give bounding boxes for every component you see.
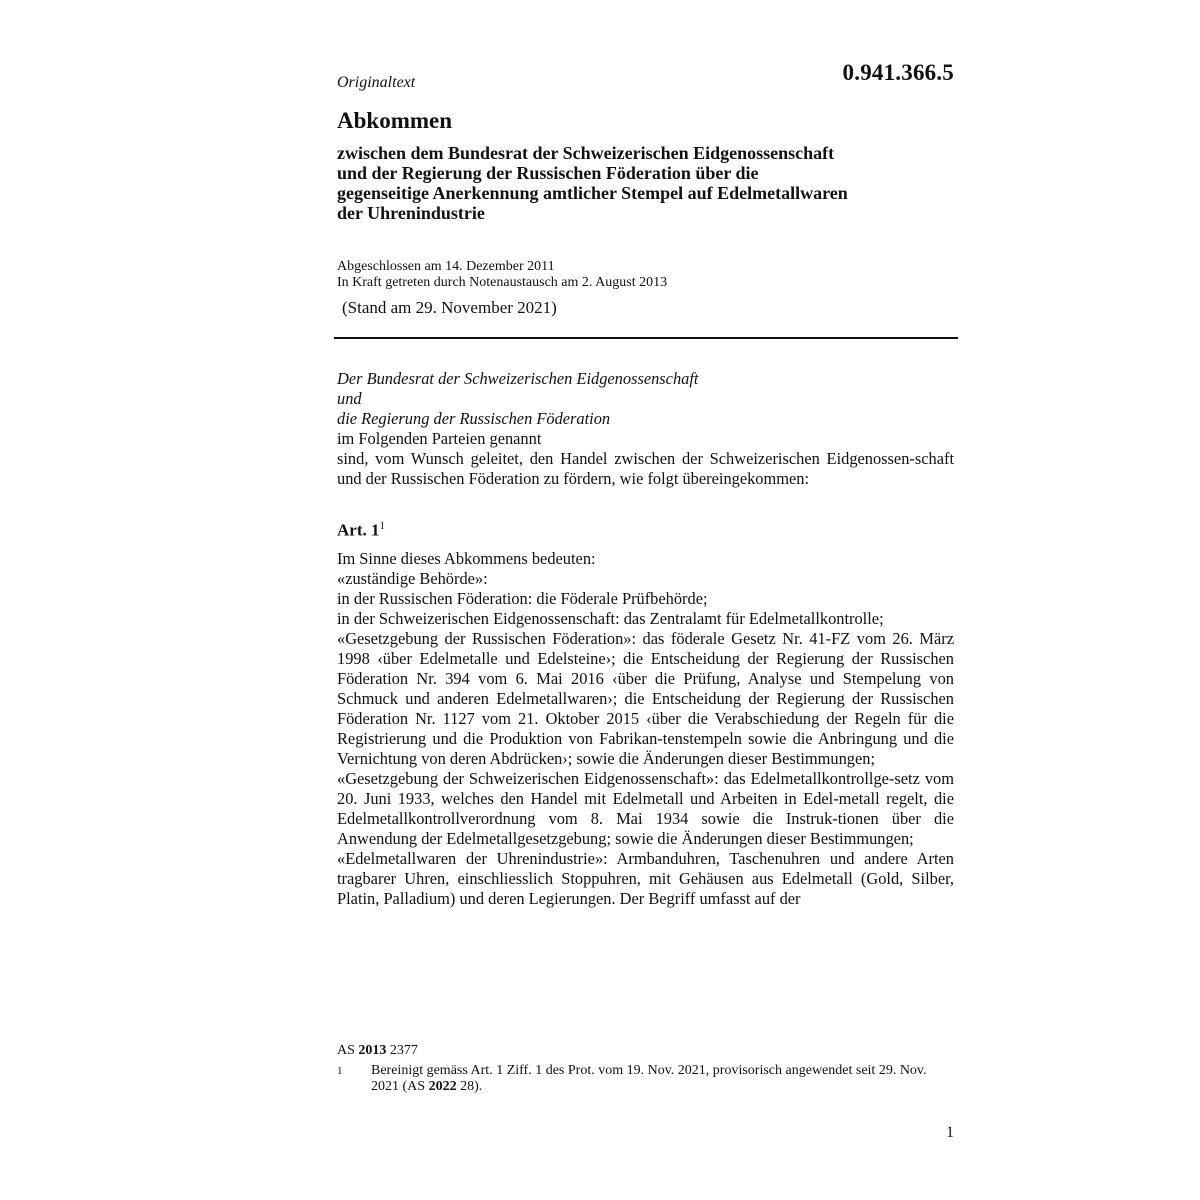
official-collection-reference [337,1043,957,1059]
article-1-heading-text: Art. 1 [337,520,380,540]
article-paragraph: «Edelmetallwaren der Uhrenindustrie»: Armbanduhren, Taschenuhren und andere Arten tragbarer Uhren, einschliesslich Stoppuhren, mit Gehäusen aus Edelmetall (Gold, Silber, Platin, Palladium) und deren Legierungen. Der Begriff umfasst auf der [337,848,954,908]
preamble-party-2: die Regierung der Russischen Föderation [337,409,611,428]
as-prefix: AS [337,1043,355,1058]
as-page: 2377 [389,1043,418,1058]
preamble [337,369,954,489]
subtitle-line: gegenseitige Anerkennung amtlicher Stempel auf Edelmetallwaren [337,183,848,203]
subtitle-line: der Uhrenindustrie [337,203,485,223]
preamble-parties-called: im Folgenden Parteien genannt [337,429,542,448]
as-year: 2013 [358,1043,387,1058]
document-title: Abkommen [337,108,453,133]
dates-block [337,259,667,291]
subtitle-line: und der Regierung der Russischen Föderation über die [337,163,759,183]
footnote-mark: 1 [337,1065,343,1077]
article-paragraph: «Gesetzgebung der Russischen Föderation»: das föderale Gesetz Nr. 41-FZ vom 26. März 1998 ‹über Edelmetalle und Edelsteine›; die Entscheidung der Regierung der Russischen Föderation Nr. 394 vom 6. Mai 2016 ‹über die Prüfung, Analyse und Stempelung von Schmuck und anderen Edelmetallwaren›; die Entscheidung der Regierung der Russischen Föderation Nr. 1127 vom 21. Oktober 2015 ‹über die Verabschiedung der Regeln für die Registrierung und die Produktion von Fabrikan-tenstempeln sowie die Anbringung und die Vernichtung von deren Abdrücken›; sowie die Änderungen dieser Bestimmungen; [337,628,954,768]
document-body [337,369,954,909]
article-paragraph: Im Sinne dieses Abkommens bedeuten: [337,548,596,568]
preamble-agreement: sind, vom Wunsch geleitet, den Handel zwischen der Schweizerischen Eidgenossen-schaft und der Russischen Föderation zu fördern, wie folgt übereingekommen: [337,449,954,488]
concluded-date: Abgeschlossen am 14. Dezember 2011 [337,259,555,274]
preamble-party-1: Der Bundesrat der Schweizerischen Eidgenossenschaft [337,369,699,388]
subtitle-line: zwischen dem Bundesrat der Schweizerischen Eidgenossenschaft [337,143,835,163]
article-paragraph: «Gesetzgebung der Schweizerischen Eidgenossenschaft»: das Edelmetallkontrollge-setz vom 20. Juni 1933, welches den Handel mit Edelmetall und Arbeiten in Edel-metall regelt, die Edelmetallkontrollverordnung vom 8. Mai 1934 sowie die Instruk-tionen über die Anwendung der Edelmetallgesetzgebung; sowie die Änderungen dieser Bestimmungen; [337,768,954,848]
article-1-heading [337,516,954,541]
document-subtitle [337,143,977,223]
footnote-text [371,1063,957,1095]
status-date: (Stand am 29. November 2021) [342,298,557,317]
footnote-1 [337,1063,957,1095]
footnote-ref-1[interactable]: 1 [379,520,385,532]
page-number: 1 [946,1124,954,1141]
footnote-text-before: Bereinigt gemäss Art. 1 Ziff. 1 des Prot. vom 19. Nov. 2021, provisorisch angewendet seit 29. Nov. 2021 (AS [371,1063,927,1094]
sr-number: 0.941.366.5 [842,60,954,85]
article-paragraph: in der Schweizerischen Eidgenossenschaft: das Zentralamt für Edelmetallkontrolle; [337,608,884,628]
in-force-date: In Kraft getreten durch Notenaustausch am 2. August 2013 [337,275,668,290]
footnotes [337,1043,957,1095]
footnote-text-after: 28). [460,1079,483,1094]
original-text-label: Originaltext [337,74,416,91]
footnote-year: 2022 [428,1079,457,1094]
article-paragraph: in der Russischen Föderation: die Föderale Prüfbehörde; [337,588,708,608]
preamble-and: und [337,389,362,408]
article-paragraph: «zuständige Behörde»: [337,568,488,588]
title-divider [334,337,958,339]
